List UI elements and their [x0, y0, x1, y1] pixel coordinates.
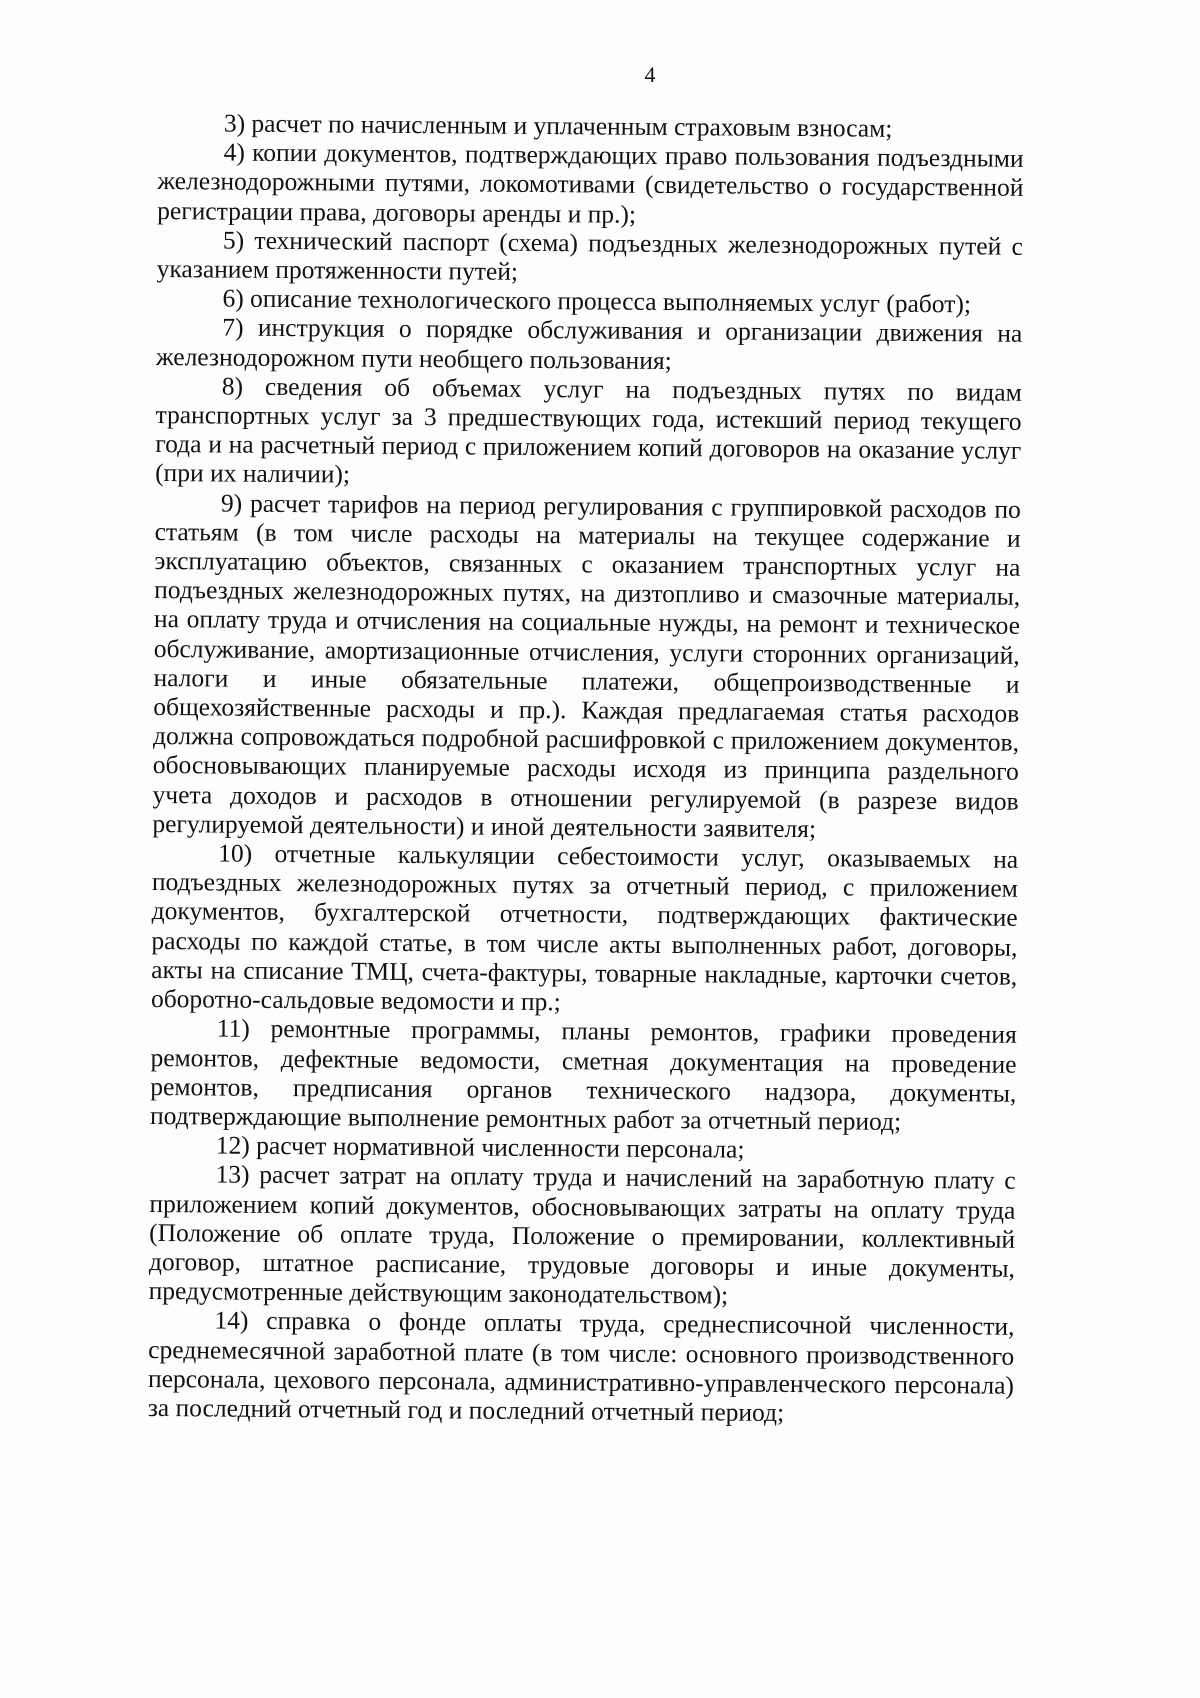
list-item-8: 8) сведения об объемах услуг на подъездных путях по видам транспортных услуг за 3 предшествующих года, истекший период текущего года и на расчетный период с приложением копий договоров на оказание услуг (при их наличии); — [155, 371, 1022, 489]
list-item-5: 5) технический паспорт (схема) подъездных железнодорожных путей с указанием протяженности путей; — [156, 225, 1024, 286]
list-item-7: 7) инструкция о порядке обслуживания и организации движения на железнодорожном пути необщего пользования; — [155, 312, 1023, 375]
list-item-13: 13) расчет затрат на оплату труда и начислений на заработную плату с приложением копий документов, обосновывающих затраты на оплату труда (Положение об оплате труда, Положение о премировании, коллективный договор, штатное расписание, трудовые договоры и иные документы, предусмотренные действующим законодательством); — [148, 1159, 1016, 1310]
list-item-14: 14) справка о фонде оплаты труда, среднесписочной численности, среднемесячной заработной плате (в том числе: основного производственного персонала, цехового персонала, административно-управленческого персонала) за последний отчетный год и последний отчетный период; — [147, 1305, 1015, 1427]
list-item-9: 9) расчет тарифов на период регулирования с группировкой расходов по статьям (в том числе расходы на материалы на текущее содержание и эксплуатацию объектов, связанных с оказанием транспортных услуг на подъездных железнодорожных путях, на дизтопливо и смазочные материалы, на оплату труда и отчисления на социальные нужды, на ремонт и техническое обслуживание, амортизационные отчисления, услуги сторонних организаций, налоги и иные обязательные платежи, общепроизводственные и общехозяйственные расходы и пр.). Каждая предлагаемая статья расходов должна сопровождаться подробной расшифровкой с приложением документов, обосновывающих планируемые расходы исходя из принципа раздельного учета доходов и расходов в отношении регулируемой (в разрезе видов регулируемой деятельности) и иной деятельности заявителя; — [152, 488, 1021, 844]
list-item-12: 12) расчет нормативной численности персонала; — [215, 1130, 745, 1164]
list-item-11: 11) ремонтные программы, планы ремонтов, графики проведения ремонтов, дефектные ведомости, сметная документация на проведение ремонтов, предписания органов технического надзора, документы, подтверждающие выполнение ремонтных работ за отчетный период; — [149, 1013, 1017, 1136]
list-item-6: 6) описание технологического процесса выполняемых услуг (работ); — [222, 283, 972, 319]
page-number: 4 — [644, 62, 656, 87]
document-body — [148, 108, 1024, 1429]
list-item-3: 3) расчет по начисленным и уплаченным страховым взносам; — [223, 108, 893, 143]
list-item-10: 10) отчетные калькуляции себестоимости услуг, оказываемых на подъездных железнодорожных путях за отчетный период, с приложением документов, бухгалтерской отчетности, подтверждающих фактические расходы по каждой статье, в том числе акты выполненных работ, договоры, акты на списание ТМЦ, счета-фактуры, товарные накладные, карточки счетов, оборотно-сальдовые ведомости и пр.; — [150, 838, 1019, 1017]
list-item-4: 4) копии документов, подтверждающих право пользования подъездными железнодорожными путями, локомотивами (свидетельство о государственной регистрации права, договоры аренды и пр.); — [157, 137, 1024, 229]
